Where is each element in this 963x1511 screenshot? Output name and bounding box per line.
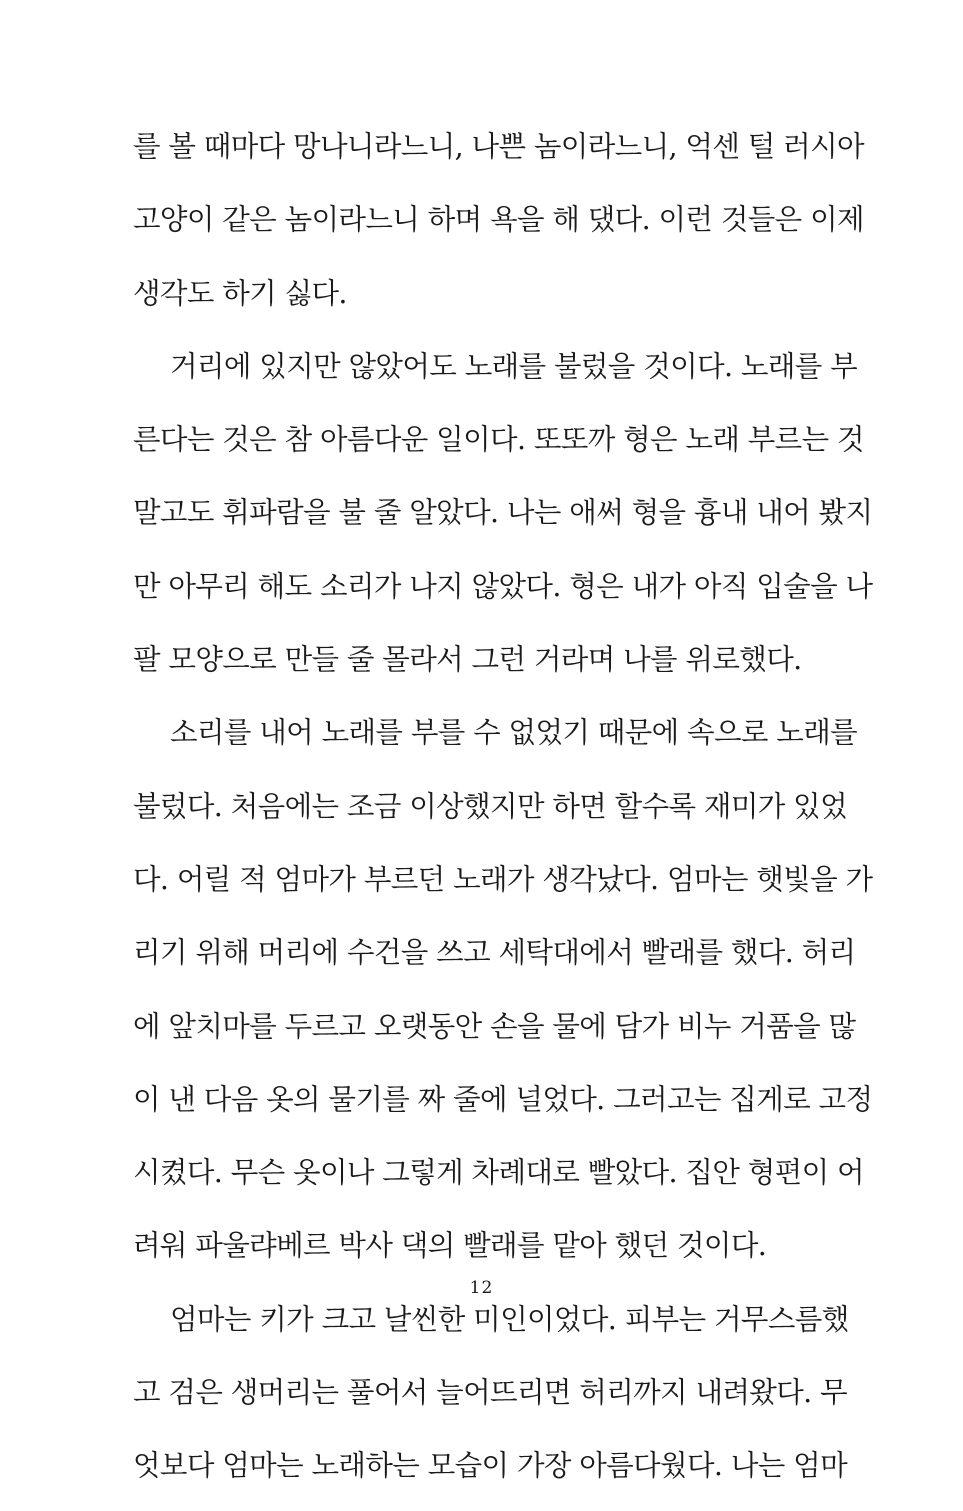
text-line: 다. 어릴 적 엄마가 부르던 노래가 생각났다. 엄마는 햇빛을 가: [133, 862, 873, 896]
text-line: 시켰다. 무슨 옷이나 그렇게 차례대로 빨았다. 집안 형편이 어: [133, 1156, 864, 1190]
text-line: 고 검은 생머리는 풀어서 늘어뜨리면 허리까지 내려왔다. 무: [133, 1376, 848, 1410]
text-line: 엇보다 엄마는 노래하는 모습이 가장 아름다웠다. 나는 엄마: [133, 1449, 848, 1483]
text-line: 팔 모양으로 만들 줄 몰라서 그런 거라며 나를 위로했다.: [133, 643, 802, 677]
text-line: 거리에 있지만 않았어도 노래를 불렀을 것이다. 노래를 부: [170, 349, 858, 383]
text-line: 소리를 내어 노래를 부를 수 없었기 때문에 속으로 노래를: [170, 716, 858, 750]
text-line: 에 앞치마를 두르고 오랫동안 손을 물에 담가 비누 거품을 많: [133, 1009, 856, 1043]
text-line: 만 아무리 해도 소리가 나지 않았다. 형은 내가 아직 입술을 나: [133, 569, 873, 603]
text-line: 말고도 휘파람을 불 줄 알았다. 나는 애써 형을 흉내 내어 봤지: [133, 496, 873, 530]
text-line: 려워 파울랴베르 박사 댁의 빨래를 맡아 했던 것이다.: [133, 1229, 767, 1263]
text-line: 생각도 하기 싫다.: [133, 276, 347, 310]
text-line: 엄마는 키가 크고 날씬한 미인이었다. 피부는 거무스름했: [170, 1302, 849, 1336]
text-line: 리기 위해 머리에 수건을 쓰고 세탁대에서 빨래를 했다. 허리: [133, 936, 856, 970]
body-text: [133, 118, 873, 1511]
text-line: 른다는 것은 참 아름다운 일이다. 또또까 형은 노래 부르는 것: [133, 423, 864, 457]
text-line: 이 낸 다음 옷의 물기를 짜 줄에 널었다. 그러고는 집게로 고정: [133, 1082, 873, 1116]
text-line: 고양이 같은 놈이라느니 하며 욕을 해 댔다. 이런 것들은 이제: [133, 203, 864, 237]
page-number: 12: [469, 1278, 494, 1298]
text-line: 불렀다. 처음에는 조금 이상했지만 하면 할수록 재미가 있었: [133, 789, 848, 823]
text-line: 를 볼 때마다 망나니라느니, 나쁜 놈이라느니, 억센 털 러시아: [133, 130, 864, 163]
